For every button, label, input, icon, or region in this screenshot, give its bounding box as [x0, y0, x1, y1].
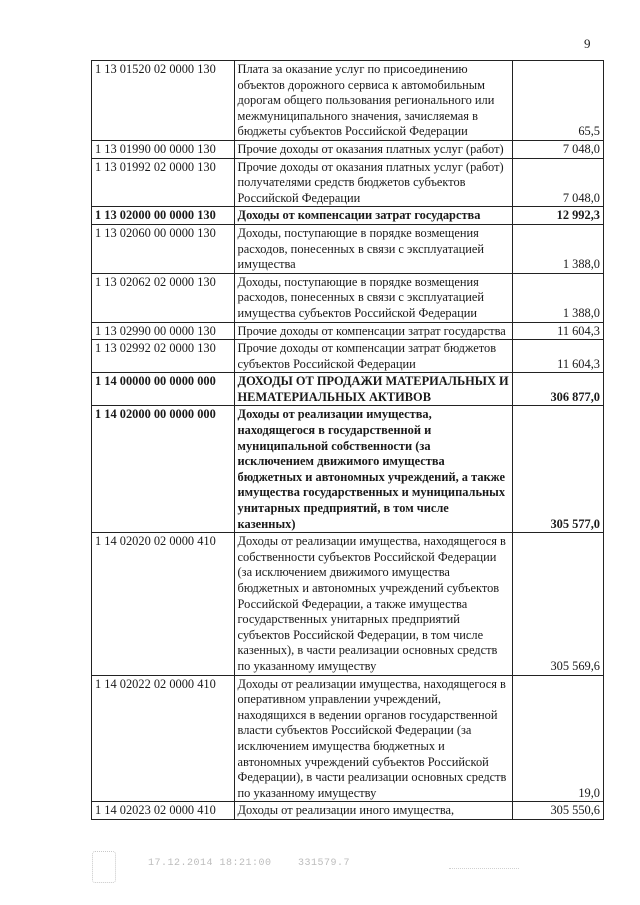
- table-row: [92, 322, 604, 340]
- table-row: [92, 533, 604, 675]
- description-cell: Доходы, поступающие в порядке возмещения расходов, понесенных в связи с эксплуатацией имущества: [234, 224, 512, 273]
- code-cell: 1 13 02990 00 0000 130: [92, 322, 235, 340]
- description-cell: Доходы от реализации имущества, находящегося в государственной и муниципальной собственности (за исключением движимого имущества бюджетных и автономных учреждений, а также имущества государственных и муниципальных унитарных предприятий, в том числе казенных): [234, 406, 512, 533]
- code-cell: 1 14 02023 02 0000 410: [92, 802, 235, 820]
- footer-stamp-mark: [92, 851, 116, 883]
- amount-cell: 306 877,0: [512, 373, 603, 406]
- code-cell: 1 13 02992 02 0000 130: [92, 340, 235, 373]
- description-cell: ДОХОДЫ ОТ ПРОДАЖИ МАТЕРИАЛЬНЫХ И НЕМАТЕРИАЛЬНЫХ АКТИВОВ: [234, 373, 512, 406]
- amount-cell: 12 992,3: [512, 207, 603, 225]
- table-row: [92, 373, 604, 406]
- code-cell: 1 13 02000 00 0000 130: [92, 207, 235, 225]
- description-cell: Прочие доходы от оказания платных услуг (работ) получателями средств бюджетов субъектов Российской Федерации: [234, 158, 512, 207]
- footer-faint-mark: [449, 852, 519, 869]
- amount-cell: 65,5: [512, 61, 603, 141]
- code-cell: 1 14 02022 02 0000 410: [92, 675, 235, 802]
- code-cell: 1 13 01520 02 0000 130: [92, 61, 235, 141]
- table-row: [92, 675, 604, 802]
- page-number: 9: [584, 36, 591, 51]
- code-cell: 1 14 00000 00 0000 000: [92, 373, 235, 406]
- table-row: [92, 406, 604, 533]
- description-cell: Прочие доходы от компенсации затрат государства: [234, 322, 512, 340]
- description-cell: Прочие доходы от компенсации затрат бюджетов субъектов Российской Федерации: [234, 340, 512, 373]
- code-cell: 1 13 02062 02 0000 130: [92, 273, 235, 322]
- description-cell: Доходы от реализации иного имущества,: [234, 802, 512, 820]
- revenue-table: [91, 60, 604, 820]
- table-row: [92, 207, 604, 225]
- table-row: [92, 140, 604, 158]
- description-cell: Доходы, поступающие в порядке возмещения расходов, понесенных в связи с эксплуатацией имущества субъектов Российской Федерации: [234, 273, 512, 322]
- code-cell: 1 14 02020 02 0000 410: [92, 533, 235, 675]
- table-row: [92, 61, 604, 141]
- amount-cell: 7 048,0: [512, 140, 603, 158]
- description-cell: Доходы от реализации имущества, находящегося в оперативном управлении учреждений, находящихся в ведении органов государственной власти субъектов Российской Федерации (за исключением имущества бюджетных и автономных учреждений субъектов Российской Федерации), в части реализации основных средств по указанному имуществу: [234, 675, 512, 802]
- table-row: [92, 802, 604, 820]
- amount-cell: 305 569,6: [512, 533, 603, 675]
- table-row: [92, 158, 604, 207]
- amount-cell: 11 604,3: [512, 340, 603, 373]
- amount-cell: 1 388,0: [512, 273, 603, 322]
- description-cell: Прочие доходы от оказания платных услуг (работ): [234, 140, 512, 158]
- footer-print-info: [148, 858, 350, 869]
- code-cell: 1 13 01992 02 0000 130: [92, 158, 235, 207]
- amount-cell: 1 388,0: [512, 224, 603, 273]
- description-cell: Плата за оказание услуг по присоединению объектов дорожного сервиса к автомобильным дорогам общего пользования регионального или межмуниципального значения, зачисляемая в бюджеты субъектов Российской Федерации: [234, 61, 512, 141]
- amount-cell: 7 048,0: [512, 158, 603, 207]
- code-cell: 1 13 02060 00 0000 130: [92, 224, 235, 273]
- table-row: [92, 273, 604, 322]
- table-row: [92, 340, 604, 373]
- footer-doc-id: 331579.7: [298, 858, 351, 869]
- description-cell: Доходы от компенсации затрат государства: [234, 207, 512, 225]
- amount-cell: 305 577,0: [512, 406, 603, 533]
- code-cell: 1 14 02000 00 0000 000: [92, 406, 235, 533]
- code-cell: 1 13 01990 00 0000 130: [92, 140, 235, 158]
- description-cell: Доходы от реализации имущества, находящегося в собственности субъектов Российской Федерации (за исключением движимого имущества бюджетных и автономных учреждений субъектов Российской Федерации, а также имущества государственных унитарных предприятий субъектов Российской Федерации, в том числе казенных), в части реализации основных средств по указанному имуществу: [234, 533, 512, 675]
- amount-cell: 19,0: [512, 675, 603, 802]
- amount-cell: 305 550,6: [512, 802, 603, 820]
- amount-cell: 11 604,3: [512, 322, 603, 340]
- footer-timestamp: 17.12.2014 18:21:00: [148, 858, 272, 869]
- table-row: [92, 224, 604, 273]
- revenue-table-body: [92, 61, 604, 820]
